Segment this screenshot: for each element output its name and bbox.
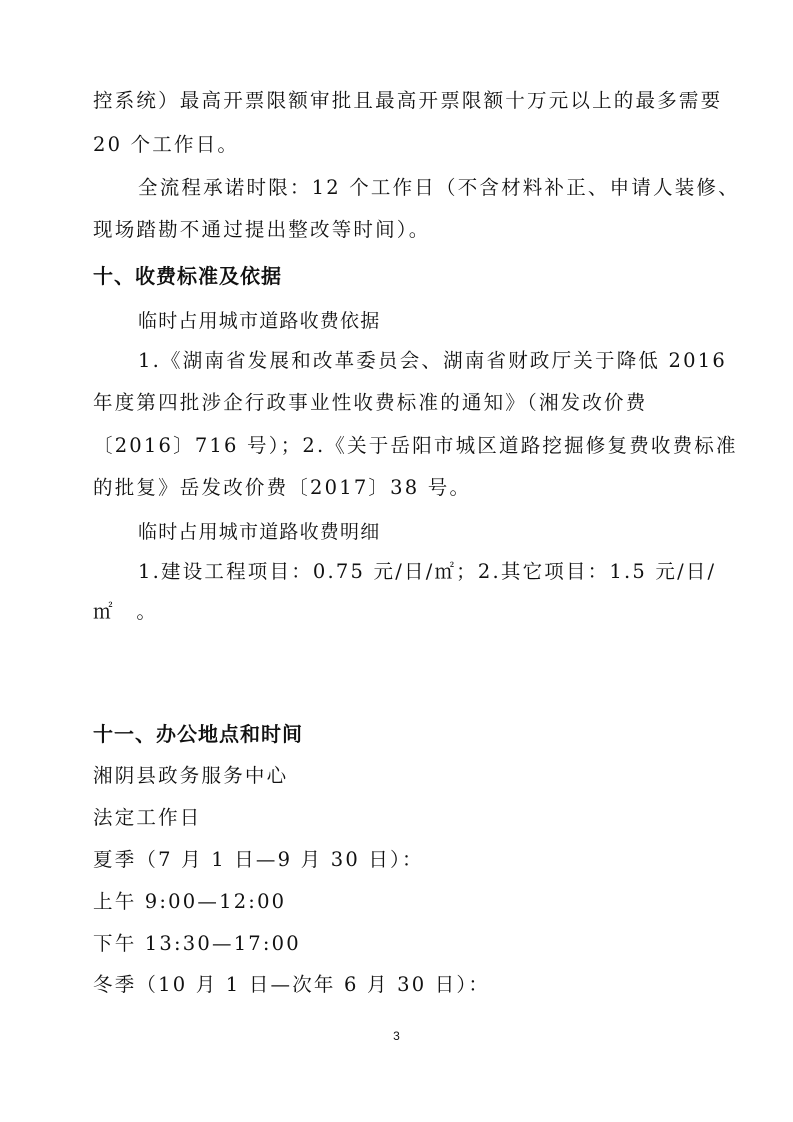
morning-hours: 上午 9:00—12:00 — [93, 890, 287, 913]
winter-season: 冬季（10 月 1 日—次年 6 月 30 日）： — [93, 973, 491, 996]
subsection-title: 临时占用城市道路收费明细 — [138, 521, 381, 543]
office-location: 湘阴县政务服务中心 — [93, 764, 289, 787]
workday-label: 法定工作日 — [93, 806, 202, 829]
paragraph-line: 1.建设工程项目：0.75 元/日/㎡；2.其它项目：1.5 元/日/ — [138, 560, 717, 583]
paragraph-line: 1.《湖南省发展和改革委员会、湖南省财政厅关于降低 2016 — [138, 349, 727, 372]
paragraph-line: 现场踏勘不通过提出整改等时间）。 — [93, 218, 431, 241]
subsection-title: 临时占用城市道路收费依据 — [138, 310, 381, 332]
section-heading: 十一、办公地点和时间 — [93, 722, 303, 746]
paragraph-line: 20 个工作日。 — [93, 133, 240, 156]
paragraph-line: 〔2016〕716 号）；2.《关于岳阳市城区道路挖掘修复费收费标准 — [93, 434, 738, 457]
afternoon-hours: 下午 13:30—17:00 — [93, 932, 301, 955]
paragraph-line: 控系统）最高开票限额审批且最高开票限额十万元以上的最多需要 — [93, 89, 723, 112]
paragraph-line: 年度第四批涉企行政事业性收费标准的通知》（湘发改价费 — [93, 391, 648, 414]
section-heading: 十、收费标准及依据 — [93, 264, 282, 288]
page-number: 3 — [393, 1029, 400, 1043]
paragraph-line: ㎡ 。 — [93, 600, 159, 623]
paragraph-line: 全流程承诺时限：12 个工作日（不含材料补正、申请人装修、 — [138, 176, 740, 199]
paragraph-line: 的批复》岳发改价费〔2017〕38 号。 — [93, 476, 472, 499]
summer-season: 夏季（7 月 1 日—9 月 30 日）： — [93, 848, 424, 871]
